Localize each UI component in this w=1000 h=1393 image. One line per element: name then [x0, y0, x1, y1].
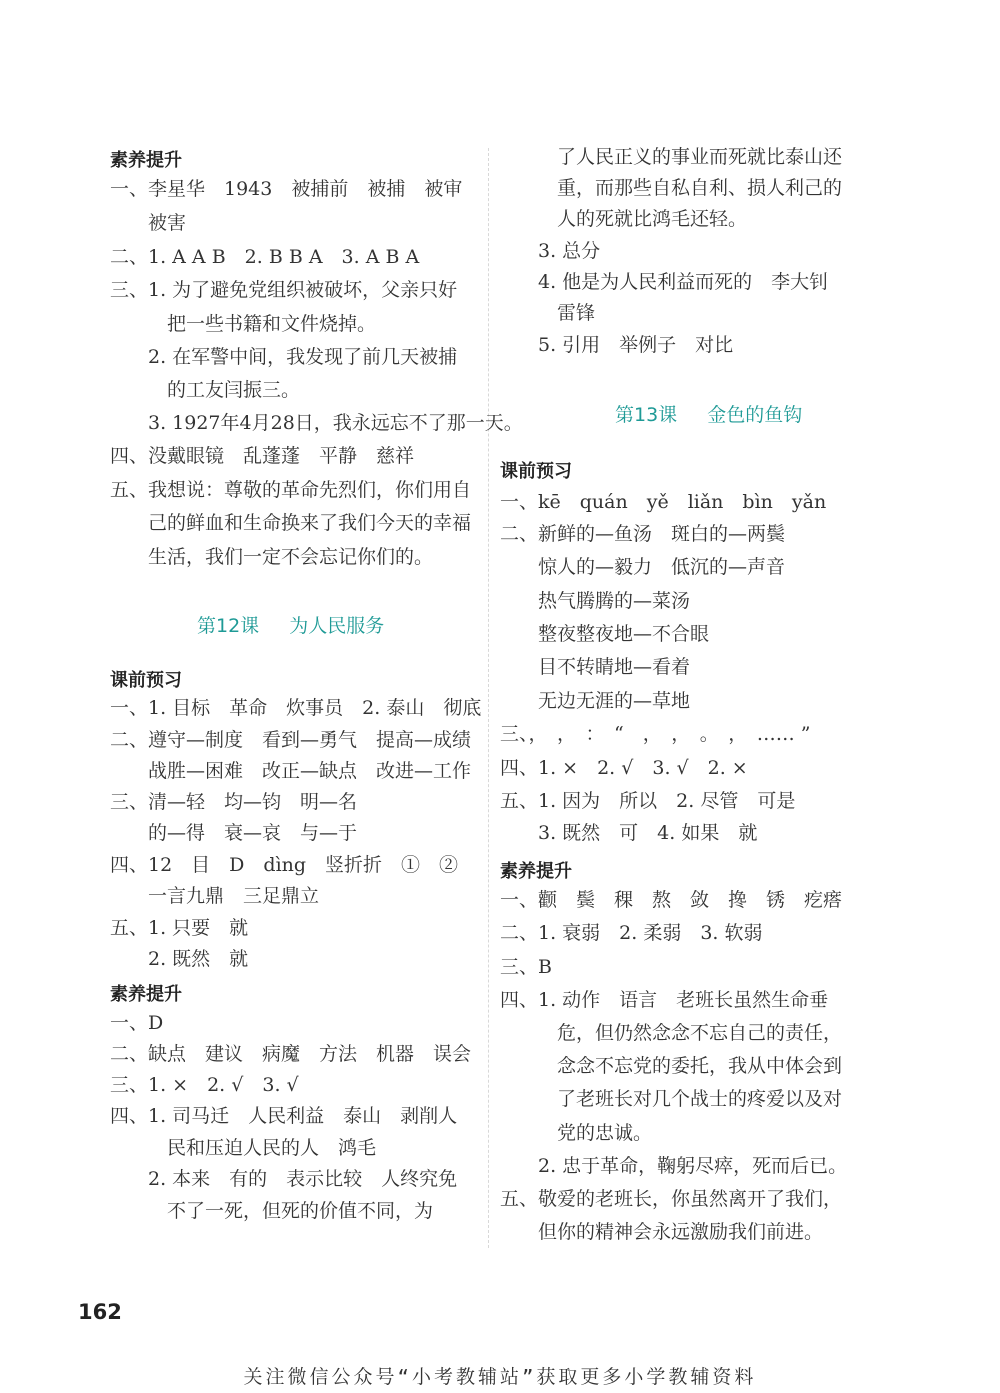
answer-line: 了老班长对几个战士的疼爱以及对 [500, 1088, 843, 1110]
answer-line: 3. 既然 可 4. 如果 就 [500, 822, 758, 844]
answer-line: 危，但仍然念念不忘自己的责任， [500, 1022, 843, 1044]
answer-line: 人的死就比鸿毛还轻。 [500, 208, 748, 230]
answer-line: 一、颧 鬓 稞 熬 敛 搀 锈 疙瘩 [500, 889, 843, 911]
answer-line: 3. 总分 [500, 240, 601, 262]
answer-line: 热气腾腾的—菜汤 [500, 590, 691, 612]
answer-line: 三、， ， ： “ ， ， 。 ， …… ” [500, 723, 811, 745]
answer-line: 一、李星华 1943 被捕前 被捕 被审 [110, 178, 463, 200]
answer-line: 二、1. A A B 2. B B A 3. A B A [110, 246, 420, 268]
answer-line: 的工友闫振三。 [110, 379, 301, 401]
answer-line: 三、B [500, 956, 552, 978]
answer-line: 四、1. 动作 语言 老班长虽然生命垂 [500, 989, 829, 1011]
answer-line: 无边无涯的—草地 [500, 690, 691, 712]
answer-line: 三、1. × 2. √ 3. √ [110, 1074, 299, 1096]
answer-line: 雷锋 [500, 302, 596, 324]
lesson-title-13 [615, 400, 802, 427]
answer-line: 重，而那些自私自利、损人利己的 [500, 177, 843, 199]
answer-line: 2. 忠于革命，鞠躬尽瘁，死而后已。 [500, 1155, 848, 1177]
answer-line: 但你的精神会永远激励我们前进。 [500, 1221, 824, 1243]
section-heading-preview: 课前预习 [500, 461, 572, 482]
answer-line: 一、kē quán yě liǎn bìn yǎn [500, 491, 827, 513]
answer-line: 二、1. 衰弱 2. 柔弱 3. 软弱 [500, 922, 763, 944]
answer-line: 五、1. 因为 所以 2. 尽管 可是 [500, 790, 796, 812]
answer-line: 被害 [110, 212, 187, 234]
answer-line: 五、敬爱的老班长，你虽然离开了我们， [500, 1188, 843, 1210]
answer-line: 民和压迫人民的人 鸿毛 [110, 1137, 377, 1159]
answer-line: 5. 引用 举例子 对比 [500, 334, 734, 356]
answer-line: 2. 既然 就 [110, 948, 249, 970]
answer-line: 一、D [110, 1012, 164, 1034]
answer-line: 了人民正义的事业而死就比泰山还 [500, 146, 843, 168]
answer-line: 2. 本来 有的 表示比较 人终究免 [110, 1168, 458, 1190]
lesson-number: 第12课 [197, 615, 260, 637]
answer-line: 四、1. × 2. √ 3. √ 2. × [500, 757, 748, 779]
page-number: 162 [78, 1300, 122, 1324]
answer-line: 五、1. 只要 就 [110, 917, 249, 939]
answer-line: 党的忠诚。 [500, 1122, 653, 1144]
answer-line: 目不转睛地—看着 [500, 656, 691, 678]
answer-line: 整夜整夜地—不合眼 [500, 623, 710, 645]
answer-line: 二、新鲜的—鱼汤 斑白的—两鬓 [500, 523, 786, 545]
answer-line: 念念不忘党的委托，我从中体会到 [500, 1055, 843, 1077]
answer-line: 生活，我们一定不会忘记你们的。 [110, 546, 434, 568]
answer-line: 2. 在军警中间，我发现了前几天被捕 [110, 346, 458, 368]
column-divider [488, 148, 489, 1248]
answer-line: 四、1. 司马迁 人民利益 泰山 剥削人 [110, 1105, 458, 1127]
answer-line: 把一些书籍和文件烧掉。 [110, 313, 377, 335]
lesson-number: 第13课 [615, 404, 678, 426]
answer-line: 三、1. 为了避免党组织被破坏，父亲只好 [110, 279, 458, 301]
answer-line: 一言九鼎 三足鼎立 [110, 885, 320, 907]
lesson-name: 金色的鱼钩 [707, 404, 803, 426]
section-heading-literacy: 素养提升 [110, 984, 182, 1005]
answer-line: 战胜—困难 改正—缺点 改进—工作 [110, 760, 472, 782]
answer-line: 四、12 目 D dìng 竖折折 ① ② [110, 854, 459, 876]
answer-line: 三、清—轻 均—钧 明—名 [110, 791, 358, 813]
answer-line: 二、缺点 建议 病魔 方法 机器 误会 [110, 1043, 472, 1065]
answer-line: 四、没戴眼镜 乱蓬蓬 平静 慈祥 [110, 445, 415, 467]
answer-line: 五、我想说：尊敬的革命先烈们，你们用自 [110, 479, 472, 501]
answer-line: 3. 1927年4月28日，我永远忘不了那一天。 [110, 412, 523, 434]
answer-line: 4. 他是为人民利益而死的 李大钊 [500, 271, 829, 293]
answer-line: 的—得 衰—哀 与—于 [110, 822, 358, 844]
answer-line: 一、1. 目标 革命 炊事员 2. 泰山 彻底 [110, 697, 482, 719]
lesson-title-12 [197, 611, 384, 638]
section-heading-literacy: 素养提升 [500, 861, 572, 882]
answer-line: 不了一死，但死的价值不同，为 [110, 1200, 434, 1222]
lesson-name: 为人民服务 [289, 615, 385, 637]
answer-line: 己的鲜血和生命换来了我们今天的幸福 [110, 512, 472, 534]
section-heading-preview: 课前预习 [110, 670, 182, 691]
section-heading-literacy: 素养提升 [110, 150, 182, 171]
answer-line: 二、遵守—制度 看到—勇气 提高—成绩 [110, 729, 472, 751]
answer-line: 惊人的—毅力 低沉的—声音 [500, 556, 786, 578]
footer-note: 关注微信公众号“小考教辅站”获取更多小学教辅资料 [243, 1366, 757, 1388]
